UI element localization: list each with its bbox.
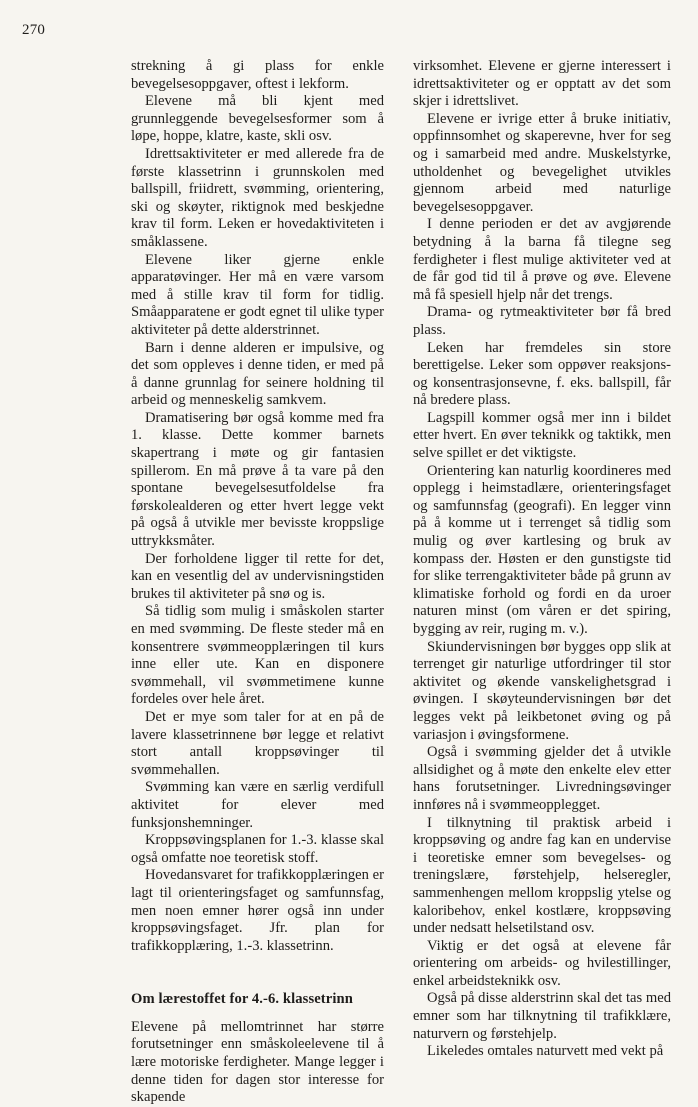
paragraph: Elevene må bli kjent med grunnleggende bevegelsesformer som å løpe, hoppe, klatre, kaste, skli osv. <box>131 93 384 145</box>
left-column <box>131 58 384 1107</box>
paragraph: Kroppsøvingsplanen for 1.-3. klasse skal også omfatte noe teoretisk stoff. <box>131 832 384 866</box>
paragraph: Elevene liker gjerne enkle apparatøvinger. Her må en være varsom med å stille krav til form for tidlig. Småapparatene er godt egnet til ulike typer aktiviteter på dette alderstrinnet. <box>131 251 384 338</box>
paragraph: Drama- og rytmeaktiviteter bør få bred plass. <box>413 304 671 338</box>
page-number: 270 <box>22 22 46 38</box>
paragraph: Svømming kan være en særlig verdifull aktivitet for elever med funksjonshemninger. <box>131 779 384 831</box>
paragraph: Likeledes omtales naturvett med vekt på <box>427 1043 664 1060</box>
paragraph: Viktig er det også at elevene får orientering om arbeids- og hvilestillinger, enkel arbeidsteknikk osv. <box>413 937 671 989</box>
paragraph: Det er mye som taler for at en på de lavere klassetrinnene bør legge et relativt stort antall kroppsøvinger til svømmehallen. <box>131 708 384 778</box>
paragraph: Lagspill kommer også mer inn i bildet etter hvert. En øver teknikk og taktikk, men selve spillet er det viktigste. <box>413 409 671 462</box>
paragraph: Elevene på mellomtrinnet har større forutsetninger enn småskoleelevene til å lære motoriske ferdigheter. Mange legger i denne tiden for dagen stor interesse for skapende <box>131 1018 384 1106</box>
right-column <box>413 58 671 1061</box>
paragraph: I tilknytning til praktisk arbeid i kroppsøving og andre fag kan en undervise i teoretiske emner som bevegelses- og treningslære, førstehjelp, helseregler, sammenhengen mellom kroppslig ytelse og kaloribehov, enkel kostlære, kroppsøving under nedsatt helsetilstand osv. <box>413 814 671 937</box>
paragraph: Skiundervisningen bør bygges opp slik at terrenget gir naturlige utfordringer til stor aktivitet og økende vanskelighetsgrad i øvingen. I skøyteundervisningen bør det legges vekt på leikbetonet øving og på variasjon i øvingsformene. <box>413 638 671 743</box>
paragraph: Leken har fremdeles sin store berettigelse. Leker som oppøver reaksjons- og konsentrasjonsevne, f. eks. ballspill, får nå bredere plass. <box>413 339 671 409</box>
paragraph: Dramatisering bør også komme med fra 1. klasse. Dette kommer barnets skapertrang i møte og gir fantasien spillerom. En må prøve å ta vare på den spontane bevegelsesutfoldelse fra førskolealderen og etter hvert legge vekt på også å utvikle mer bevisste kroppslige uttrykksmåter. <box>131 409 384 550</box>
paragraph: Elevene er ivrige etter å bruke initiativ, oppfinnsomhet og skaperevne, hver for seg og i samarbeid med andre. Muskelstyrke, utholdenhet og bevegelighet utvikles gjennom arbeid med naturlige bevegelsesoppgaver. <box>413 110 671 215</box>
paragraph: Så tidlig som mulig i småskolen starter en med svømming. De fleste steder må en konsentrere svømmeopplæringen til kurs inne eller ute. Kan en disponere svømmehall, vil svømmetimene kunne fordeles over hele året. <box>131 603 384 708</box>
paragraph: I denne perioden er det av avgjørende betydning å la barna få tilegne seg ferdigheter i flest mulige aktiviteter ved at de får god tid til å prøve og øve. Elevene må få spesiell hjelp når det trengs. <box>413 216 671 303</box>
paragraph: Hovedansvaret for trafikkopplæringen er lagt til orienteringsfaget og samfunnsfag, men noen emner hører også inn under kroppsøvingsfaget. Jfr. plan for trafikkopplæring, 1.-3. klassetrinn. <box>131 867 384 954</box>
paragraph: strekning å gi plass for enkle bevegelsesoppgaver, oftest i lekform. <box>131 58 384 92</box>
paragraph: Orientering kan naturlig koordineres med opplegg i heimstadlære, orienteringsfaget og samfunnsfag (geografi). En legger vinn på å komme ut i terrenget så tidlig som mulig og øver kartlesing og bruk av kompass der. Høsten er den gunstigste tid for slike terrengaktiviteter både på grunn av klimatiske forhold og fordi en da uroer naturen minst (om våren er det spiring, bygging av reir, ruging m. v.). <box>413 462 671 637</box>
paragraph: Idrettsaktiviteter er med allerede fra de første klassetrinn i grunnskolen med ballspill, friidrett, svømming, orientering, ski og skøyter, riktignok med beskjedne krav til form. Leken er hovedaktiviteten i småklassene. <box>131 145 384 250</box>
paragraph: Også på disse alderstrinn skal det tas med emner som har tilknytning til trafikklære, naturvern og førstehjelp. <box>413 990 671 1042</box>
paragraph: virksomhet. Elevene er gjerne interessert i idrettsaktiviteter og er opptatt av det som skjer i idrettslivet. <box>413 58 671 110</box>
section-heading: Om lærestoffet for 4.-6. klassetrinn <box>131 991 353 1008</box>
paragraph: Der forholdene ligger til rette for det, kan en vesentlig del av undervisningstiden brukes til aktiviteter på snø og is. <box>131 550 384 602</box>
paragraph: Barn i denne alderen er impulsive, og det som oppleves i denne tiden, er med på å danne grunnlag for seinere holdning til arbeid og menneskelig samkvem. <box>131 339 384 409</box>
paragraph: Også i svømming gjelder det å utvikle allsidighet og å møte den enkelte elev etter hans forutsetninger. Livredningsøvinger innføres nå i svømmeopplegget. <box>413 744 671 813</box>
